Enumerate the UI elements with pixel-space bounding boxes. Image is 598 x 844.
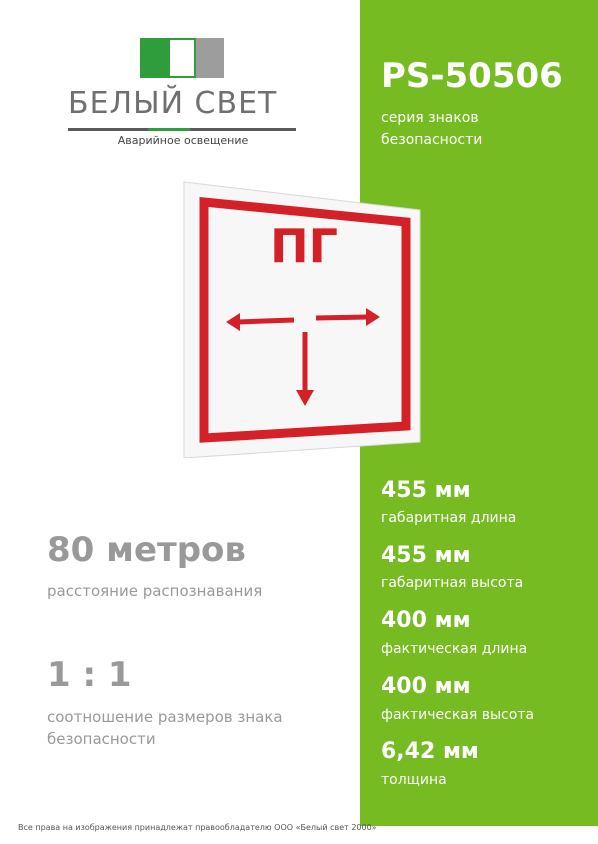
arrow-right-shaft	[316, 317, 368, 318]
product-code: PS-50506	[381, 56, 563, 96]
spec-overall-length-value: 455 мм	[381, 478, 471, 503]
spec-actual-height-value: 400 мм	[381, 674, 471, 699]
sign-text: ПГ	[270, 219, 338, 273]
logo-green-block	[140, 38, 168, 78]
spec-actual-height-label: фактическая высота	[381, 707, 535, 723]
copyright-note: Все права на изображения принадлежат правообладателю ООО «Белый свет 2000»	[18, 823, 377, 832]
spec-overall-height-label: габаритная высота	[381, 575, 524, 591]
ratio-label: соотношение размеров знака безопасности	[47, 708, 283, 748]
spec-overall-height-value: 455 мм	[381, 543, 471, 568]
ratio-value: 1 : 1	[47, 655, 132, 695]
product-series: серия знаков безопасности	[381, 110, 483, 148]
arrow-left-shaft	[238, 320, 294, 322]
spec-actual-length-label: фактическая длина	[381, 641, 528, 657]
brand-name: БЕЛЫЙ СВЕТ	[68, 86, 278, 121]
brand-tagline: Аварийное освещение	[117, 134, 249, 147]
logo-white-block	[168, 38, 196, 78]
spec-overall-length-label: габаритная длина	[381, 510, 517, 526]
recognition-distance-value: 80 метров	[47, 530, 246, 570]
logo-gray-block	[196, 38, 224, 78]
spec-thickness-value: 6,42 мм	[381, 739, 479, 764]
logo-rule-accent	[148, 128, 190, 131]
fire-hydrant-sign	[182, 180, 422, 458]
brand-logo	[68, 38, 298, 158]
recognition-distance-label: расстояние распознавания	[47, 582, 263, 600]
spec-thickness-label: толщина	[381, 772, 447, 788]
spec-actual-length-value: 400 мм	[381, 608, 471, 633]
